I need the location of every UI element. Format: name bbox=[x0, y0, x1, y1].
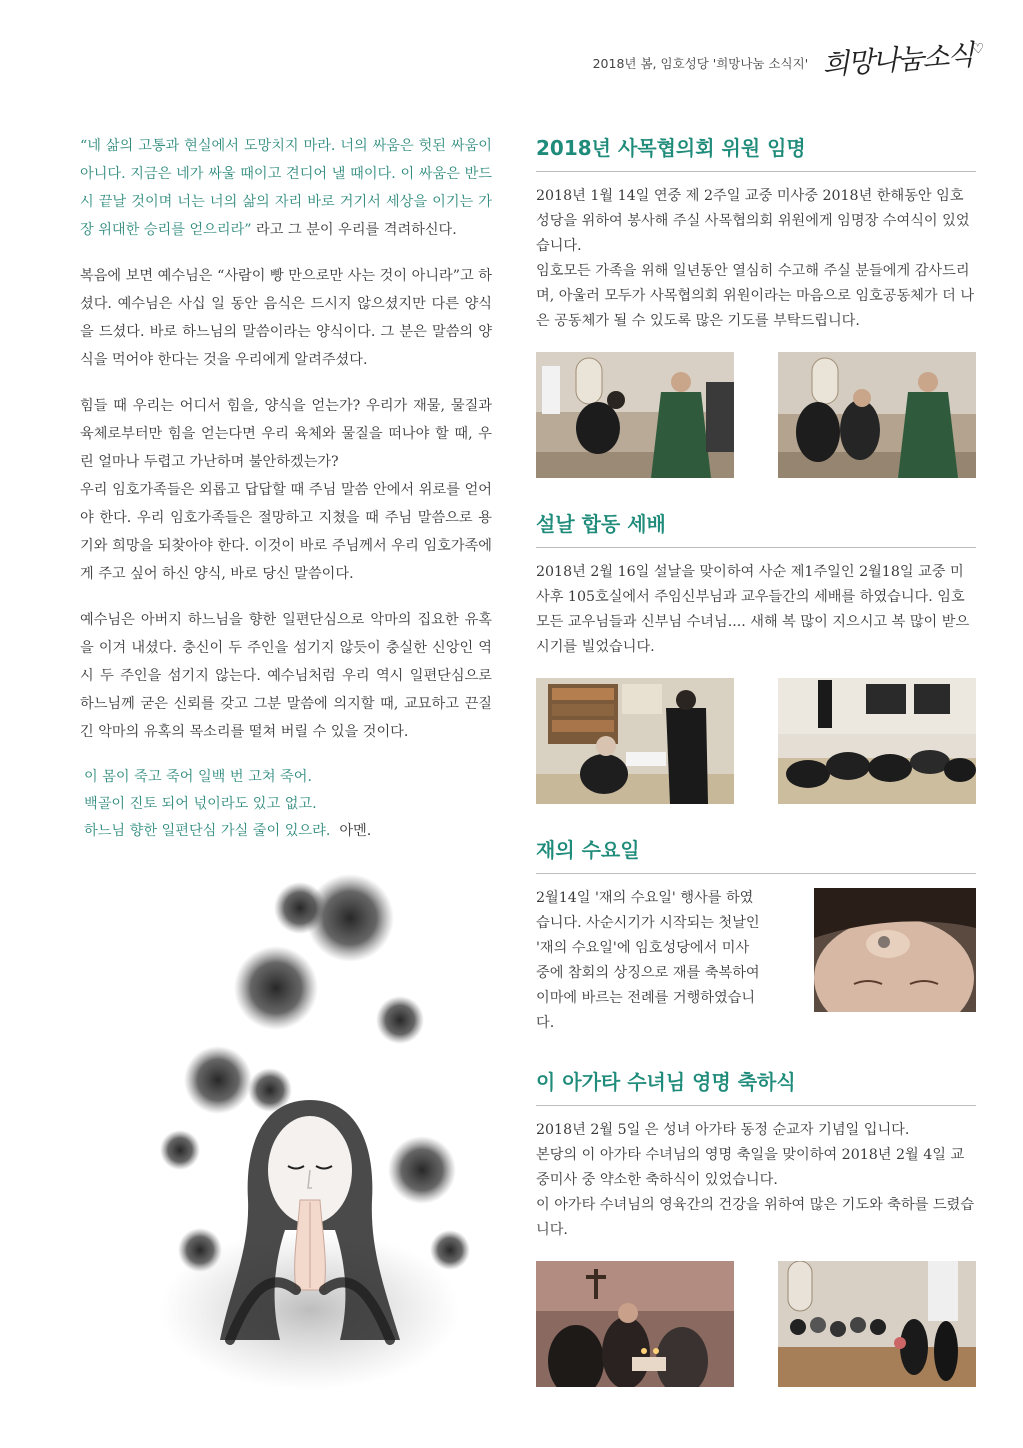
section-4-paragraph-1: 2018년 2월 5일 은 성녀 아가타 동정 순교자 기념일 입니다. bbox=[536, 1122, 910, 1138]
section-title-pastoral-council: 2018년 사목협의회 위원 임명 bbox=[536, 132, 976, 172]
header-caption: 2018년 봄, 임호성당 '희망나눔 소식지' bbox=[592, 56, 809, 71]
heart-icon: ♡ bbox=[971, 41, 984, 58]
poem-line-3-wrap bbox=[84, 818, 492, 845]
quote-attribution: 라고 그 분이 우리를 격려하신다. bbox=[251, 222, 457, 238]
page-header bbox=[592, 38, 984, 82]
section-4-photos bbox=[536, 1261, 976, 1387]
photo-new-year-bow-1 bbox=[536, 678, 734, 804]
photo-appointment-ceremony-1 bbox=[536, 352, 734, 478]
logo-text: 희망나눔소식 bbox=[821, 38, 974, 82]
quote-text: “네 삶의 고통과 현실에서 도망치지 마라. 너의 싸움은 헛된 싸움이 아니다. 지금은 네가 싸울 때이고 견디어 낼 때이다. 이 싸움은 반드시 끝날 것이며 너는 너의 삶의 자리 바로 거기서 세상을 이기는 가장 위대한 승리를 얻으리라” bbox=[80, 138, 492, 238]
section-2-paragraph: 2018년 2월 16일 설날을 맞이하여 사순 제1주일인 2월18일 교중 미사후 105호실에서 주임신부님과 교우들간의 세배를 하였습니다. 임호 모든 교우님들과 신부님 수녀님.... 새해 복 많이 지으시고 복 많이 받으시기를 빌었습니다. bbox=[536, 564, 970, 655]
poem-line-3: 하느님 향한 일편단심 가실 줄이 있으랴. bbox=[84, 823, 331, 839]
photo-appointment-ceremony-2 bbox=[778, 352, 976, 478]
poem-line-1: 이 몸이 죽고 죽어 일백 번 고쳐 죽어. bbox=[84, 769, 312, 785]
newsletter-logo bbox=[821, 32, 984, 83]
section-1-paragraph-1: 2018년 1월 14일 연중 제 2주일 교중 미사중 2018년 한해동안 임호성당을 위하여 봉사해 주실 사목협의회 위원에게 임명장 수여식이 있었습니다. bbox=[536, 188, 970, 254]
photo-new-year-bow-2 bbox=[778, 678, 976, 804]
section-title-feast-celebration: 이 아가타 수녀님 영명 축하식 bbox=[536, 1066, 976, 1106]
section-title-new-year-bow: 설날 합동 세배 bbox=[536, 508, 976, 548]
section-title-ash-wednesday: 재의 수요일 bbox=[536, 834, 976, 874]
section-4-paragraph-2: 본당의 이 아가타 수녀님의 영명 축일을 맞이하여 2018년 2월 4일 교중미사 중 약소한 축하식이 있었습니다. bbox=[536, 1147, 965, 1188]
photo-ash-wednesday bbox=[814, 888, 976, 1012]
section-3-paragraph: 2월14일 '재의 수요일' 행사를 하였습니다. 사순시기가 시작되는 첫날인 '재의 수요일'에 임호성당에서 미사 중에 참회의 상징으로 재를 축복하여 이마에 바르는 전례를 거행하였습니다. bbox=[536, 890, 760, 1031]
poem-line-2: 백골이 진토 되어 넋이라도 있고 없고. bbox=[84, 796, 317, 812]
section-2-photos bbox=[536, 678, 976, 804]
paragraph-2: 복음에 보면 예수님은 “사람이 빵 만으로만 사는 것이 아니라”고 하셨다. 예수님은 사십 일 동안 음식은 드시지 않으셨지만 다른 양식을 드셨다. 바로 하느님의 말씀이라는 양식이다. 그 분은 말씀의 양식을 먹어야 한다는 것을 우리에게 알려주셨다. bbox=[80, 268, 492, 368]
photo-feast-congregation bbox=[778, 1261, 976, 1387]
photo-feast-cake bbox=[536, 1261, 734, 1387]
amen: 아멘. bbox=[339, 823, 372, 839]
section-4-paragraph-3: 이 아가타 수녀님의 영육간의 건강을 위하여 많은 기도와 축하를 드렸습니다. bbox=[536, 1197, 975, 1238]
ash-wednesday-block bbox=[536, 886, 976, 1036]
paragraph-4: 예수님은 아버지 하느님을 향한 일편단심으로 악마의 집요한 유혹을 이겨 내셨다. 충신이 두 주인을 섬기지 않듯이 충실한 신앙인 역시 두 주인을 섬기지 않는다. 예수님처럼 우리 역시 일편단심으로 하느님께 굳은 신뢰를 갖고 그분 말씀에 의지할 때, 교묘하고 끈질긴 악마의 유혹의 목소리를 떨쳐 버릴 수 있을 것이다. bbox=[80, 612, 492, 740]
right-column bbox=[536, 132, 976, 1387]
paragraph-1 bbox=[80, 132, 492, 244]
poem bbox=[84, 764, 492, 845]
section-1-paragraph-2: 임호모든 가족을 위해 일년동안 열심히 수고해 주실 분들에게 감사드리며, 아울러 모두가 사목협의회 위원이라는 마음으로 임호공동체가 더 나은 공동체가 될 수 있도록 많은 기도를 부탁드립니다. bbox=[536, 263, 975, 329]
section-1-photos bbox=[536, 352, 976, 478]
left-column bbox=[80, 132, 492, 845]
praying-girl-illustration bbox=[160, 870, 480, 1390]
paragraph-3a: 힘들 때 우리는 어디서 힘을, 양식을 얻는가? 우리가 재물, 물질과 육체로부터만 힘을 얻는다면 우리 육체와 물질을 떠나야 할 때, 우린 얼마나 두렵고 가난하며 불안하겠는가? bbox=[80, 398, 492, 470]
paragraph-3b: 우리 임호가족들은 외롭고 답답할 때 주님 말씀 안에서 위로를 얻어야 한다. 우리 임호가족들은 절망하고 지쳤을 때 주님 말씀으로 용기와 희망을 되찾아야 한다. 이것이 바로 주님께서 우리 임호가족에게 주고 싶어 하신 양식, 바로 당신 말씀이다. bbox=[80, 482, 492, 582]
paragraph-3 bbox=[80, 392, 492, 476]
